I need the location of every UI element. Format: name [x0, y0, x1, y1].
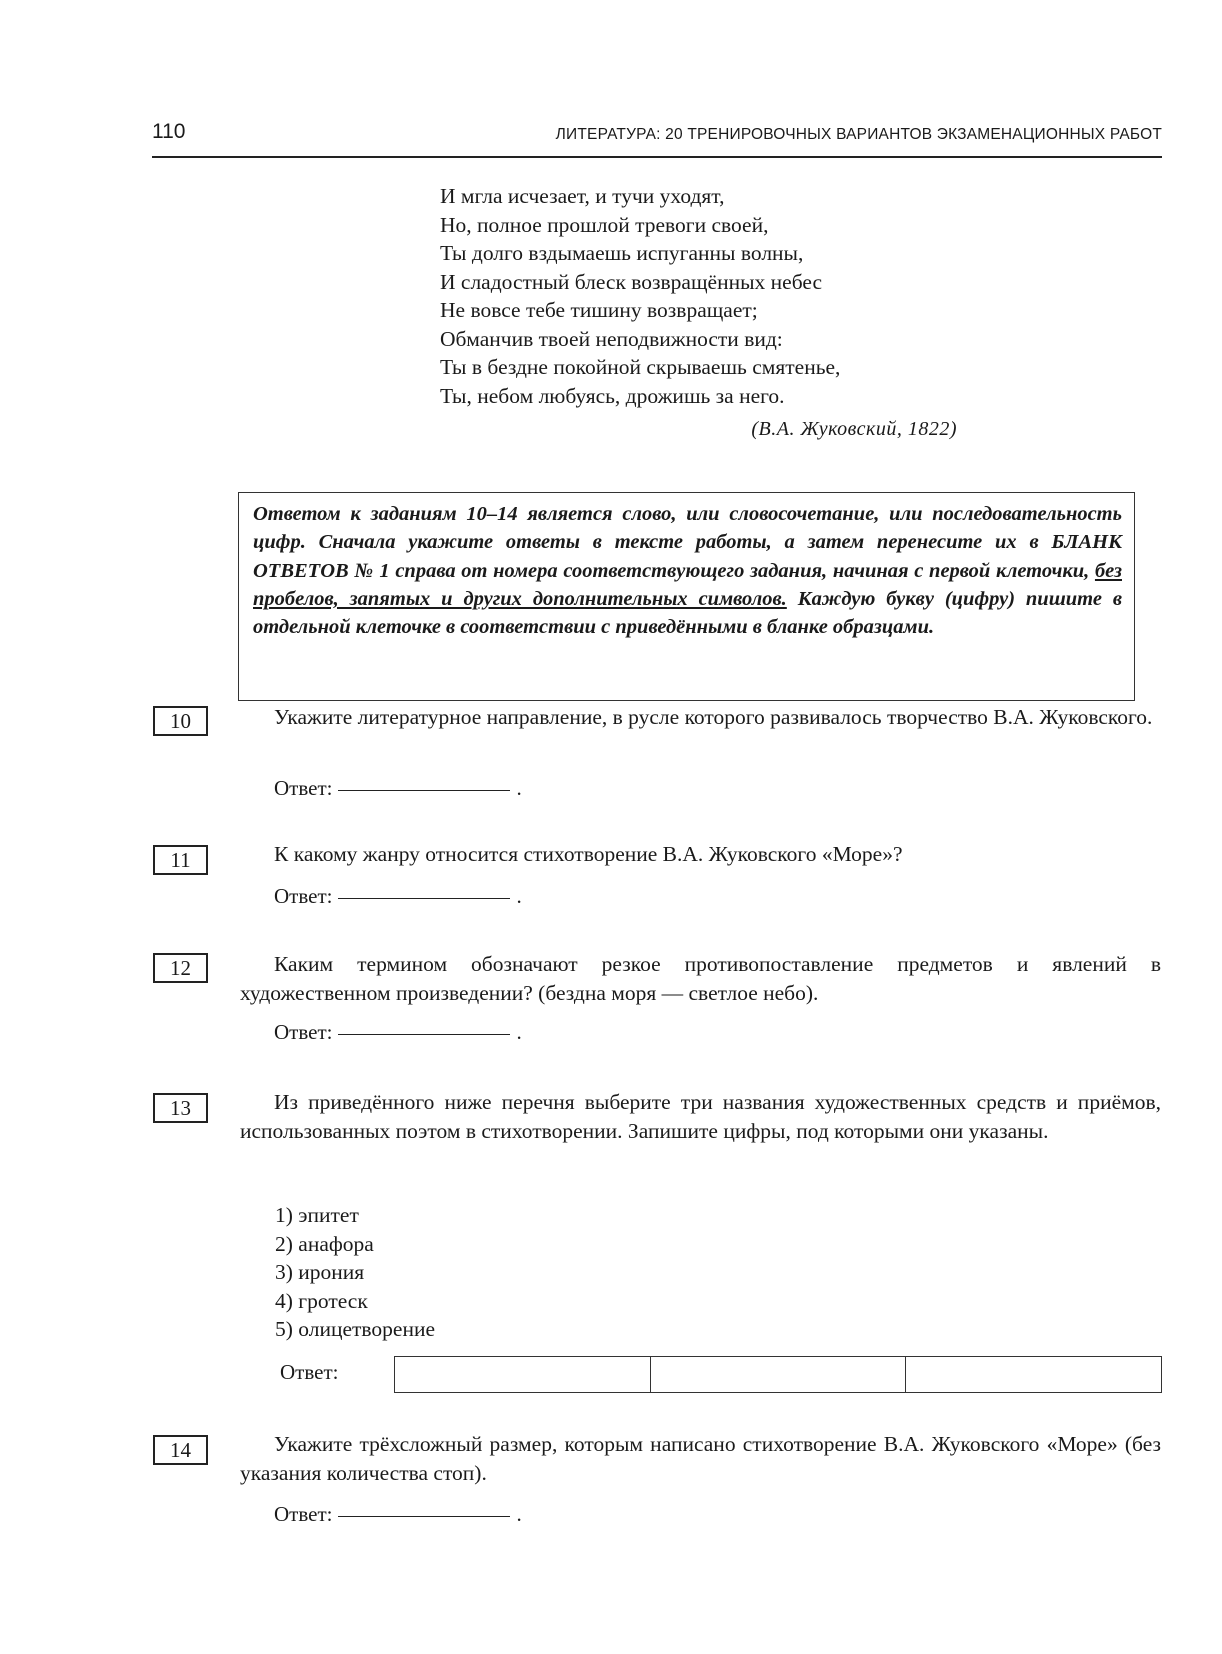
task-number-13: 13 — [153, 1093, 208, 1123]
poem-line: Не вовсе тебе тишину возвращает; — [440, 298, 758, 322]
task-10-text: Укажите литературное направление, в русле которого развивалось творчество В.А. Жуковского. — [274, 705, 1153, 729]
poem-line: Ты в бездне покойной скрываешь смятенье, — [440, 355, 841, 379]
option-item: 3) ирония — [275, 1260, 365, 1284]
poem-line: Ты долго вздымаешь испуганны волны, — [440, 241, 804, 265]
task-13-answer-label: Ответ: — [280, 1360, 339, 1384]
answer-period: . — [516, 1502, 522, 1526]
answer-label: Ответ: — [274, 776, 333, 800]
instruction-text-end: Каждую букву (цифру) пишите в отдельной клеточке в соответствии с приведёнными в бланке образцами. — [253, 587, 1123, 639]
task-10-answer — [274, 776, 522, 801]
answer-period: . — [516, 1020, 522, 1044]
task-14-answer — [274, 1502, 522, 1527]
option-item: 1) эпитет — [275, 1203, 359, 1227]
answer-period: . — [516, 776, 522, 800]
poem-line: И сладостный блеск возвращённых небес — [440, 269, 822, 294]
answer-label: Ответ: — [274, 1020, 333, 1044]
task-number-12: 12 — [153, 953, 208, 983]
answer-period: . — [516, 884, 522, 908]
answer-blank-line[interactable] — [338, 1515, 510, 1517]
task-number-14: 14 — [153, 1435, 208, 1465]
task-12-question — [240, 950, 1161, 1007]
option-item: 2) анафора — [275, 1231, 374, 1256]
task-12-answer — [274, 1020, 522, 1045]
task-number-11: 11 — [153, 845, 208, 875]
header-divider — [152, 156, 1162, 158]
instruction-box — [238, 492, 1135, 701]
poem-line: Обманчив твоей неподвижности вид: — [440, 326, 783, 351]
task-number-10: 10 — [153, 706, 208, 736]
task-13-answer-grid — [394, 1356, 1162, 1393]
task-12-text: Каким термином обозначают резкое противопоставление предметов и явлений в художественном произведении? (бездна моря — светлое небо). — [240, 952, 1161, 1005]
option-item: 4) гротеск — [275, 1288, 368, 1313]
task-11-answer — [274, 884, 522, 909]
answer-label: Ответ: — [274, 1502, 333, 1526]
answer-cell[interactable] — [906, 1357, 1161, 1392]
answer-label: Ответ: — [274, 884, 333, 908]
task-14-question — [240, 1430, 1161, 1487]
poem-line: Ты, небом любуясь, дрожишь за него. — [440, 383, 785, 408]
option-item: 5) олицетворение — [275, 1317, 436, 1341]
instruction-text: Ответом к заданиям 10–14 является слово, или словосочетание, или последовательность цифр. Сначала укажите ответы в тексте работы, а затем перенесите их в БЛАНК ОТВЕТОВ № 1 справа от номера соответствующего задания, начиная с первой клеточки, — [253, 503, 1122, 582]
poem-line: Но, полное прошлой тревоги своей, — [440, 212, 769, 237]
poem-line: И мгла исчезает, и тучи уходят, — [440, 184, 725, 208]
answer-cell[interactable] — [395, 1357, 651, 1392]
poem-excerpt — [440, 182, 840, 410]
running-title: ЛИТЕРАТУРА: 20 ТРЕНИРОВОЧНЫХ ВАРИАНТОВ ЭКЗАМЕНАЦИОННЫХ РАБОТ — [555, 126, 1162, 143]
task-13-text: Из приведённого ниже перечня выберите три названия художественных средств и приёмов, использованных поэтом в стихотворении. Запишите цифры, под которыми они указаны. — [240, 1090, 1161, 1143]
page-number: 110 — [152, 120, 186, 143]
task-11-question — [240, 840, 1161, 869]
task-13-options — [275, 1201, 435, 1344]
task-11-text: К какому жанру относится стихотворение В.А. Жуковского «Море»? — [274, 842, 903, 866]
answer-cell[interactable] — [651, 1357, 907, 1392]
answer-blank-line[interactable] — [338, 1033, 510, 1035]
task-14-text: Укажите трёхсложный размер, которым написано стихотворение В.А. Жуковского «Море» (без указания количества стоп). — [240, 1432, 1161, 1485]
answer-blank-line[interactable] — [338, 897, 510, 899]
task-10-question — [240, 703, 1161, 732]
answer-blank-line[interactable] — [338, 789, 510, 791]
poem-attribution: (В.А. Жуковский, 1822) — [751, 418, 957, 440]
instruction-underlined-text: без пробелов, запятых и других дополнительных символов. — [253, 559, 1122, 610]
task-13-question — [240, 1088, 1161, 1145]
